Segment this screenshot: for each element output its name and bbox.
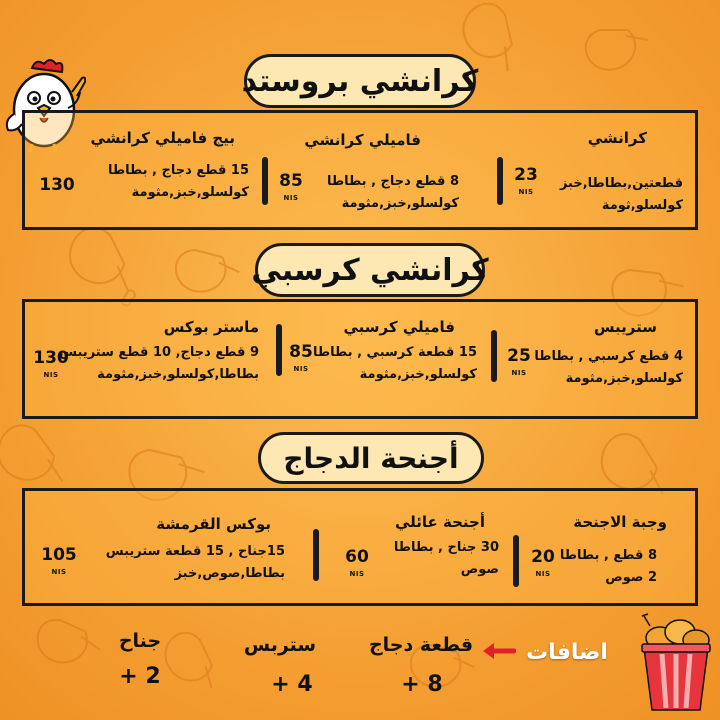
item-name: فاميلي كرانشي xyxy=(304,131,421,149)
item-name: كرانشي xyxy=(587,129,647,147)
section-title-crunchy-broasted: كرانشي بروستد xyxy=(244,54,476,108)
item-description: 4 قطع كرسبي , بطاطا كولسلو,خبز,مثومة xyxy=(534,349,683,386)
item-price: 85 NIS xyxy=(279,171,303,202)
item-description: 9 قطع دجاج, 10 قطع ستريبس بطاطا,كولسلو,خبز,مثومة xyxy=(59,345,259,382)
extras-label: اضافات xyxy=(526,640,608,665)
section-title-crunchy-crispy: كرانشي كرسبي xyxy=(255,243,485,297)
extra-item-price: + 4 xyxy=(271,672,313,697)
item-description: 30 جناح , بطاطا صوص xyxy=(393,540,499,577)
item-separator xyxy=(497,157,503,205)
extra-item-name: جناح xyxy=(118,630,162,652)
item-price: 105 NIS xyxy=(41,545,77,576)
item-description: 15جناح , 15 قطعة ستريبس بطاطا,صوص,خبز xyxy=(105,544,285,581)
item-price: 85 NIS xyxy=(289,342,313,373)
item-price: 25 NIS xyxy=(507,346,531,377)
item-separator xyxy=(313,529,319,581)
item-price: 130 NIS xyxy=(33,348,69,379)
item-separator xyxy=(491,330,497,382)
extra-item-name: ستربس xyxy=(243,634,317,656)
menu-panel-broasted xyxy=(22,110,698,230)
item-description: 8 قطع دجاج , بطاطا كولسلو,خبز,مثومة xyxy=(327,174,459,211)
extra-item-price: + 2 xyxy=(119,664,161,689)
item-name: بيج فاميلي كرانشي xyxy=(90,129,235,147)
arrow-left-icon xyxy=(480,640,516,662)
item-name: ماستر بوكس xyxy=(163,318,259,336)
extra-item-name: قطعة دجاج xyxy=(368,634,474,656)
item-separator xyxy=(513,535,519,587)
item-description: 15 قطع دجاج , بطاطا كولسلو,خبز,مثومة xyxy=(107,163,249,200)
item-name: فاميلي كرسبي xyxy=(343,318,455,336)
item-price: 23 NIS xyxy=(514,165,538,196)
menu-panel-crispy xyxy=(22,299,698,419)
item-separator xyxy=(262,157,268,205)
item-separator xyxy=(276,324,282,376)
section-title-chicken-wings: أجنحة الدجاج xyxy=(258,432,484,484)
chicken-bucket-icon xyxy=(636,608,716,712)
item-description: 15 قطعة كرسبي , بطاطا كولسلو,خبز,مثومة xyxy=(313,345,477,382)
item-price: 60 NIS xyxy=(345,547,369,578)
menu-panel-wings xyxy=(22,488,698,606)
extra-item-price: + 8 xyxy=(401,672,443,697)
item-name: وجبة الاجنحة xyxy=(573,513,667,531)
item-name: أجنحة عائلي xyxy=(394,513,485,531)
item-price: 20 NIS xyxy=(531,547,555,578)
item-description: قطعتين,بطاطا,خبز كولسلو,ثومة xyxy=(559,176,683,213)
item-name: بوكس القرمشة xyxy=(156,515,271,533)
item-price: 130 xyxy=(39,175,75,195)
item-name: ستريبس xyxy=(593,318,657,336)
item-description: 8 قطع , بطاطا 2 صوص xyxy=(559,548,657,585)
